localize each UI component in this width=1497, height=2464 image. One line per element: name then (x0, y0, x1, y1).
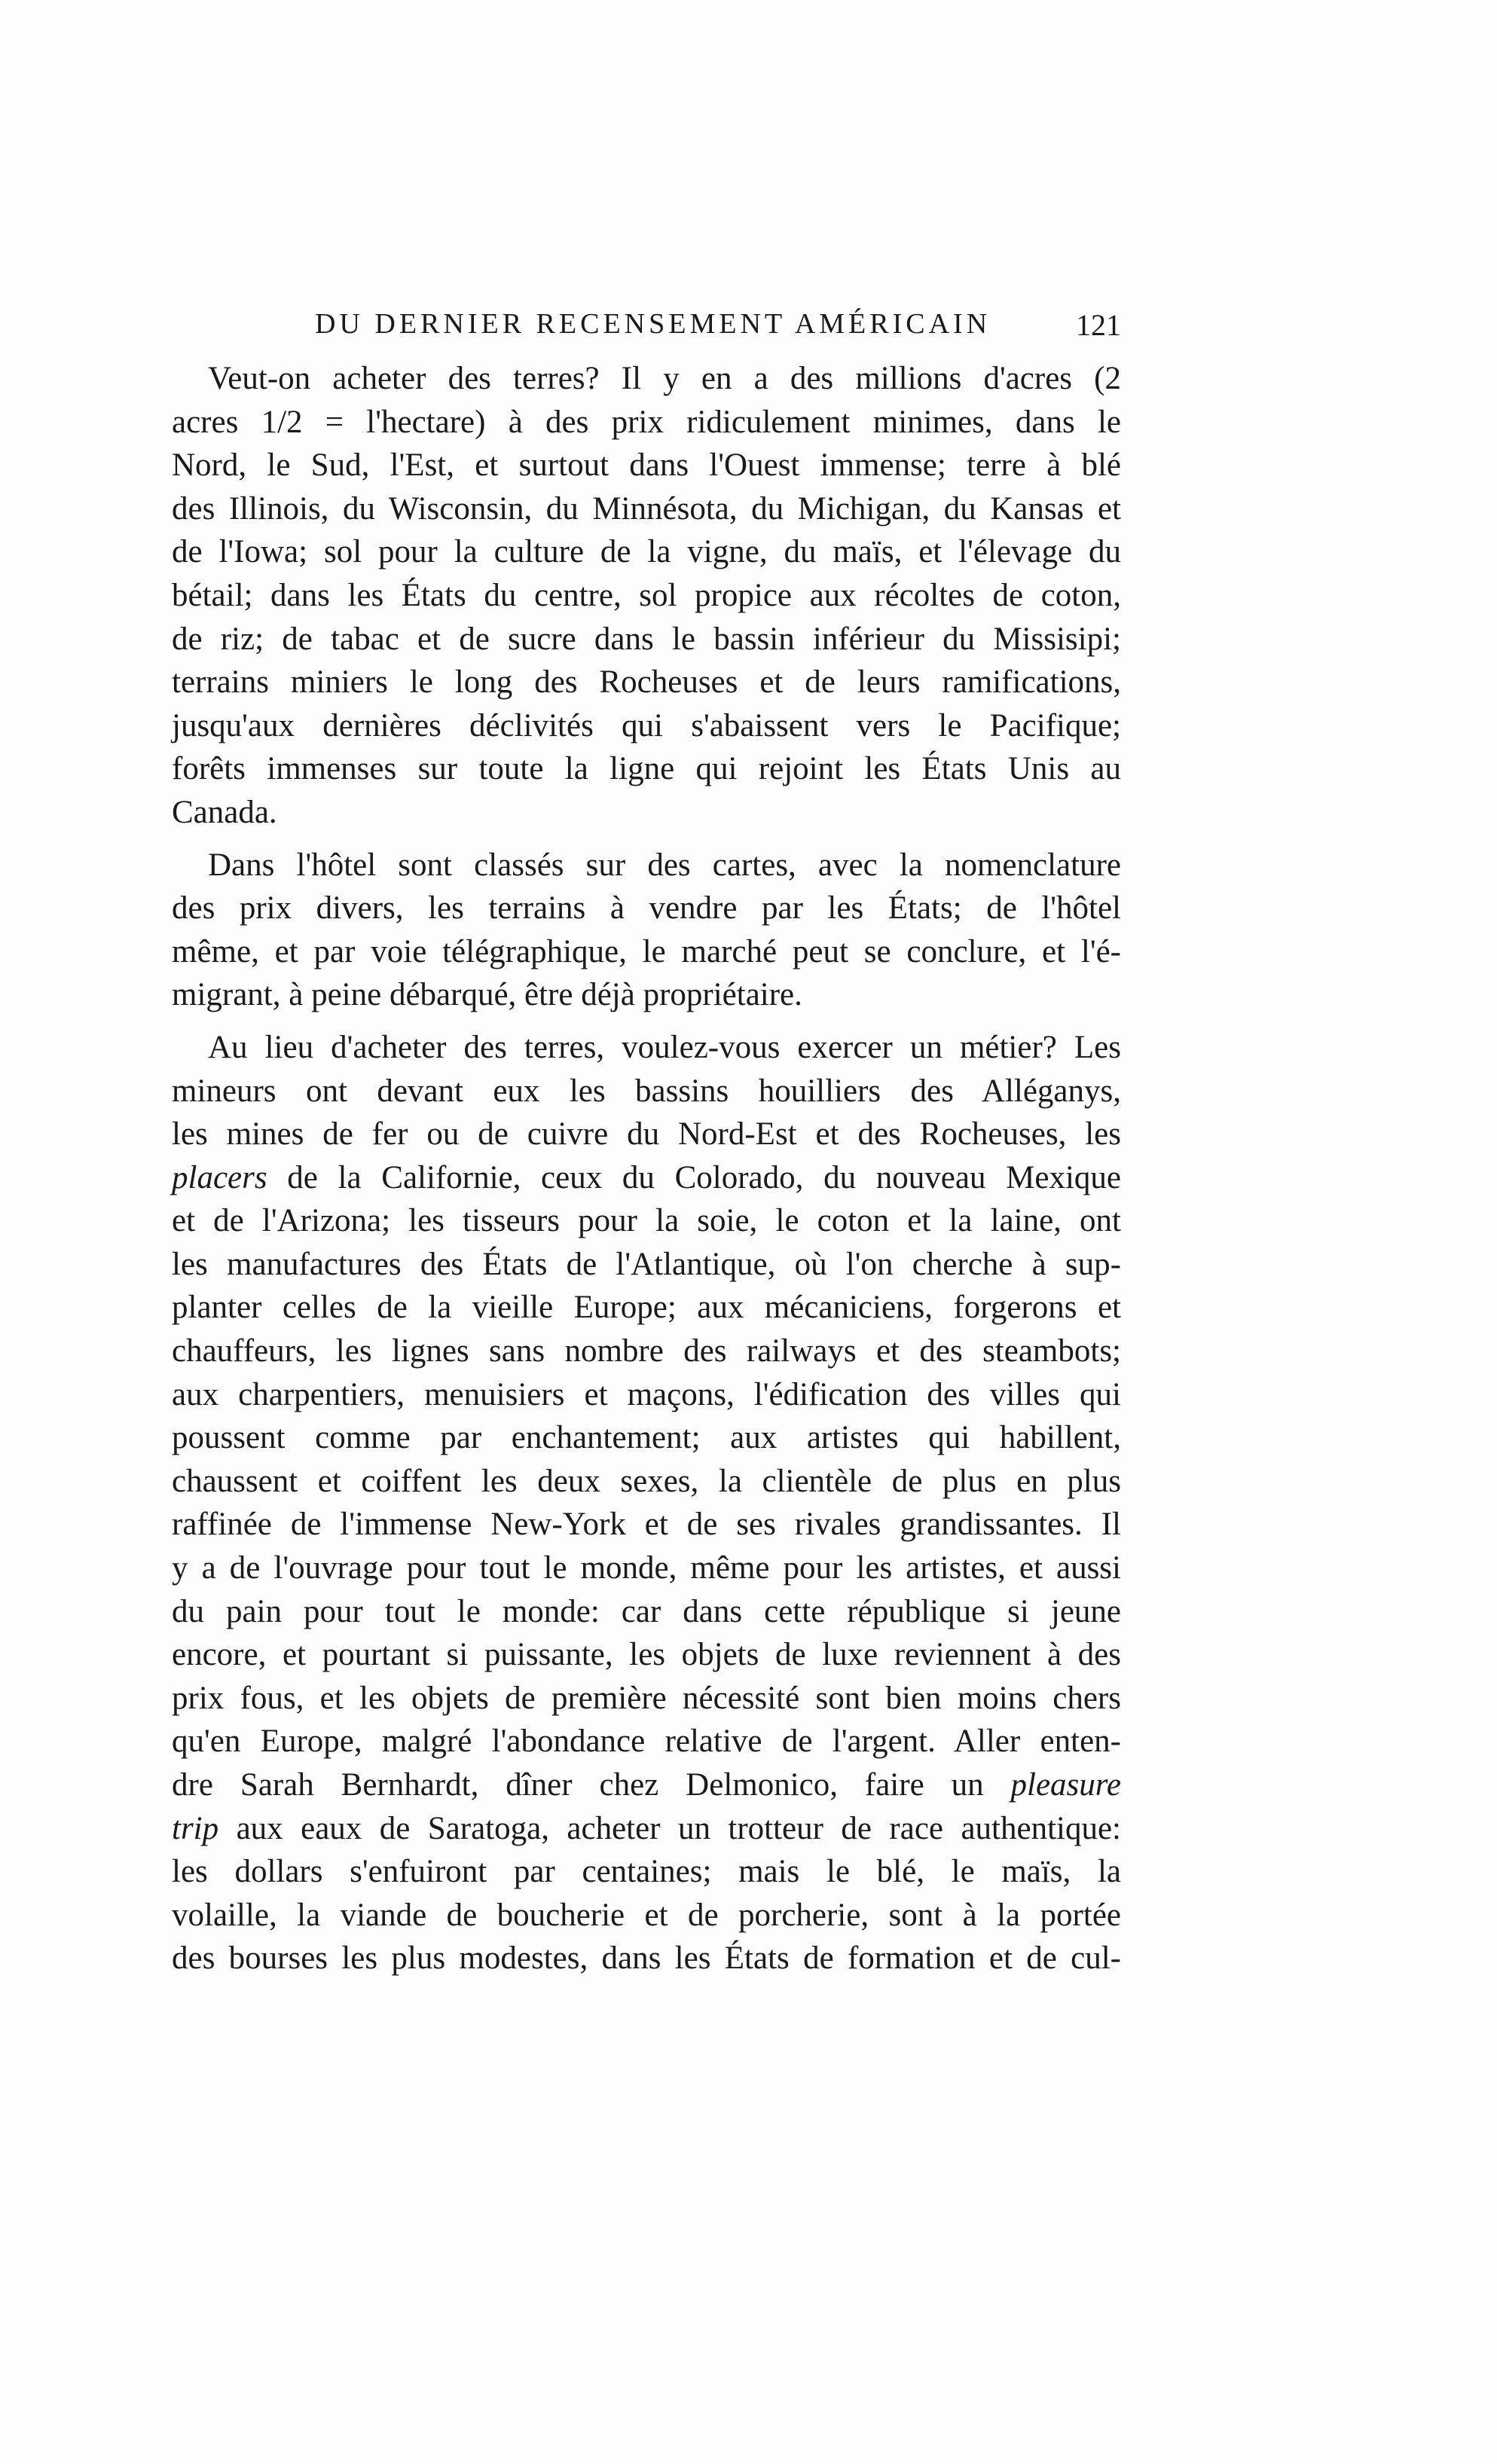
text-line-with-italic (172, 1156, 1121, 1200)
text-fragment: aux eaux de Saratoga, acheter un trotteur de race authentique: (218, 1810, 1121, 1846)
text-line: les manufactures des États de l'Atlantique, où l'on cherche à sup- (172, 1246, 1121, 1282)
text-line: Canada. (172, 794, 277, 830)
text-line: chaussent et coiffent les deux sexes, la clientèle de plus en plus (172, 1463, 1121, 1499)
text-line: acres 1/2 = l'hectare) à des prix ridiculement minimes, dans le (172, 404, 1121, 440)
running-head (172, 307, 1121, 353)
text-line: encore, et pourtant si puissante, les objets de luxe reviennent à des (172, 1637, 1121, 1673)
text-line: Veut-on acheter des terres? Il y en a des millions d'acres (2 (208, 361, 1121, 396)
text-line: mineurs ont devant eux les bassins houilliers des Alléganys, (172, 1073, 1121, 1109)
text-line: Au lieu d'acheter des terres, voulez-vous exercer un métier? Les (208, 1029, 1121, 1065)
text-line: même, et par voie télégraphique, le marché peut se conclure, et l'é- (172, 933, 1121, 969)
text-line: prix fous, et les objets de première nécessité sont bien moins chers (172, 1680, 1121, 1716)
text-line: des bourses les plus modestes, dans les États de formation et de cul- (172, 1940, 1121, 1977)
text-line: des Illinois, du Wisconsin, du Minnésota, du Michigan, du Kansas et (172, 490, 1121, 527)
text-line: forêts immenses sur toute la ligne qui rejoint les États Unis au (172, 751, 1121, 787)
text-line: terrains miniers le long des Rocheuses et de leurs ramifications, (172, 664, 1121, 701)
text-line: bétail; dans les États du centre, sol propice aux récoltes de coton, (172, 577, 1121, 613)
text-line: y a de l'ouvrage pour tout le monde, même pour les artistes, et aussi (172, 1550, 1121, 1586)
text-line: du pain pour tout le monde: car dans cette république si jeune (172, 1593, 1121, 1629)
text-line: qu'en Europe, malgré l'abondance relative de l'argent. Aller enten- (172, 1724, 1121, 1760)
text-line: raffinée de l'immense New-York et de ses rivales grandissantes. Il (172, 1507, 1121, 1543)
text-line: les mines de fer ou de cuivre du Nord-Est et des Rocheuses, les (172, 1116, 1121, 1153)
text-line: Nord, le Sud, l'Est, et surtout dans l'Ouest immense; terre à blé (172, 447, 1121, 484)
italic-word: pleasure (1010, 1767, 1121, 1803)
text-line: Dans l'hôtel sont classés sur des cartes, avec la nomenclature (208, 847, 1121, 883)
text-line: volaille, la viande de boucherie et de porcherie, sont à la portée (172, 1897, 1121, 1933)
text-line: aux charpentiers, menuisiers et maçons, l'édification des villes qui (172, 1376, 1121, 1412)
text-line-with-italic (172, 1763, 1121, 1807)
text-line: chauffeurs, les lignes sans nombre des railways et des steambots; (172, 1333, 1121, 1369)
text-line: les dollars s'enfuiront par centaines; mais le blé, le maïs, la (172, 1854, 1121, 1890)
text-line: et de l'Arizona; les tisseurs pour la soie, le coton et la laine, ont (172, 1203, 1121, 1239)
text-line: migrant, à peine débarqué, être déjà propriétaire. (172, 977, 802, 1013)
running-title: DU DERNIER RECENSEMENT AMÉRICAIN (315, 308, 991, 340)
italic-word: placers (172, 1159, 267, 1195)
italic-word: trip (172, 1810, 219, 1846)
text-line: de l'Iowa; sol pour la culture de la vigne, du maïs, et l'élevage du (172, 534, 1121, 570)
text-line: jusqu'aux dernières déclivités qui s'abaissent vers le Pacifique; (172, 707, 1121, 743)
body-text (172, 357, 1121, 1980)
text-line: des prix divers, les terrains à vendre par les États; de l'hôtel (172, 890, 1121, 927)
text-line: planter celles de la vieille Europe; aux mécaniciens, forgerons et (172, 1290, 1121, 1326)
text-fragment: de la Californie, ceux du Colorado, du nouveau Mexique (267, 1159, 1121, 1195)
text-line: de riz; de tabac et de sucre dans le bassin inférieur du Missisipi; (172, 621, 1121, 657)
text-fragment: dre Sarah Bernhardt, dîner chez Delmonico, faire un (172, 1767, 1011, 1803)
text-line: poussent comme par enchantement; aux artistes qui habillent, (172, 1420, 1121, 1456)
page-number: 121 (1076, 308, 1121, 342)
text-line-with-italic (172, 1807, 1121, 1851)
